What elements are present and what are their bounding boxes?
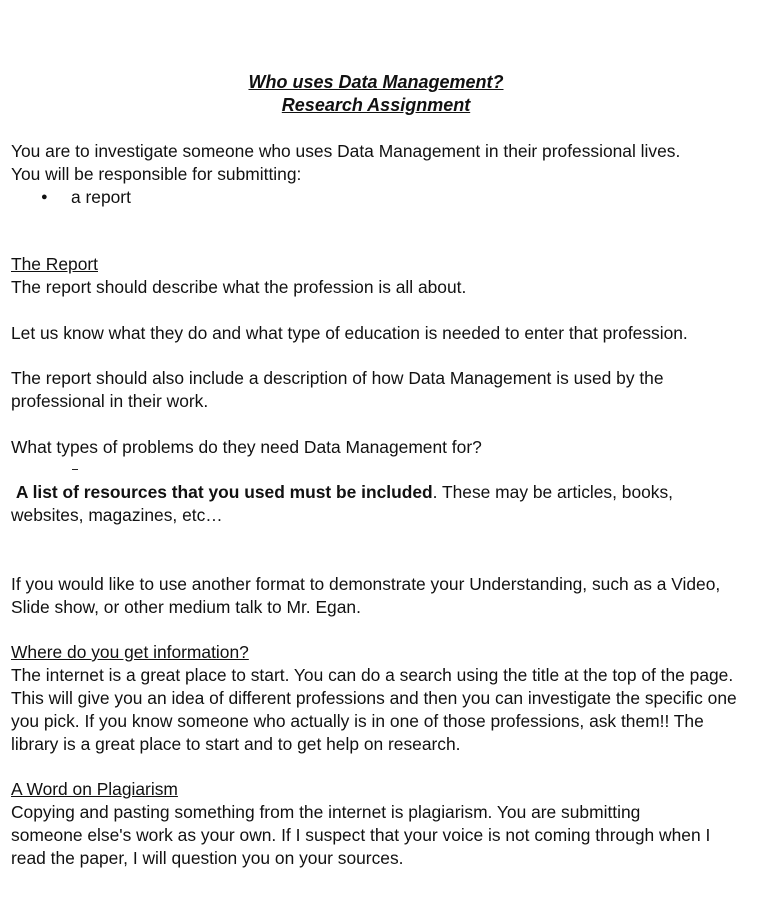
resources-paragraph [11, 481, 731, 527]
document-subtitle: Research Assignment [281, 95, 471, 115]
report-paragraph-3: The report should also include a description of how Data Management is used by the professional in their work. [11, 368, 664, 411]
intro-line-1: You are to investigate someone who uses Data Management in their professional lives. [11, 141, 681, 161]
intro-line-2: You will be responsible for submitting: [11, 164, 302, 184]
title-block [0, 71, 752, 117]
list-item: ● a report [71, 186, 751, 209]
document-title: Who uses Data Management? [248, 72, 504, 92]
plagiarism-heading: A Word on Plagiarism [11, 779, 178, 799]
dash-mark [72, 469, 78, 470]
resources-block [11, 481, 731, 527]
deliverables-list [11, 186, 751, 209]
resources-required: A list of resources that you used must be included [15, 482, 433, 502]
report-paragraph-3-block [11, 367, 731, 413]
info-paragraph: The internet is a great place to start. You can do a search using the title at the top of the page. This will give you an idea of different professions and then you can investigate the specific one you pick. If you know someone who actually is in one of those professions, ask them!! The library is a great place to start and to get help on research. [11, 665, 737, 754]
format-block [11, 573, 731, 619]
intro-block [11, 140, 751, 209]
plagiarism-paragraph: Copying and pasting something from the internet is plagiarism. You are submitting someone else's work as your own. If I suspect that your voice is not coming through when I read the paper, I will question you on your sources. [11, 802, 711, 868]
plagiarism-section [11, 778, 711, 870]
info-section [11, 641, 741, 756]
report-paragraph-2: Let us know what they do and what type of education is needed to enter that profession. [11, 323, 688, 343]
report-heading: The Report [11, 254, 98, 274]
report-paragraph-1: The report should describe what the profession is all about. [11, 277, 467, 297]
report-paragraph-4: What types of problems do they need Data Management for? [11, 437, 482, 457]
format-paragraph: If you would like to use another format to demonstrate your Understanding, such as a Video, Slide show, or other medium talk to Mr. Egan. [11, 574, 721, 617]
info-heading: Where do you get information? [11, 642, 249, 662]
report-paragraph-2-block [11, 322, 751, 345]
resources-examples: . These may be articles, books, websites, magazines, etc… [11, 482, 674, 525]
report-paragraph-4-block [11, 436, 751, 459]
report-section [11, 253, 751, 299]
